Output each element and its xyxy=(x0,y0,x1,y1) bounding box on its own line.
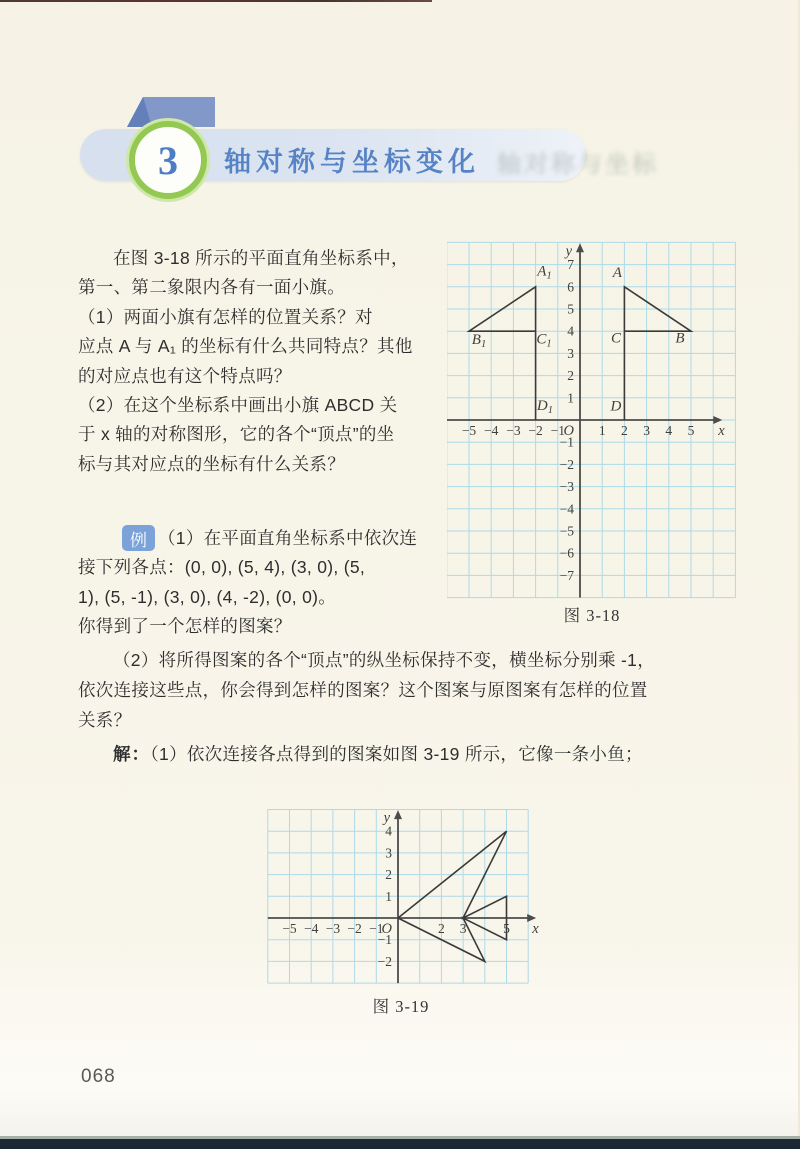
svg-text:1: 1 xyxy=(598,423,606,438)
paragraph-lines: （2）将所得图案的各个“顶点”的纵坐标保持不变，横坐标分别乘 -1， 依次连接这些点，你会得到怎样的图案？这个图案与原图案有怎样的位置 关系？ xyxy=(78,650,656,730)
svg-text:x: x xyxy=(718,423,725,439)
svg-text:−4: −4 xyxy=(304,921,319,936)
section-number: 3 xyxy=(158,137,178,183)
svg-text:5: 5 xyxy=(567,301,574,317)
svg-text:−6: −6 xyxy=(559,545,574,561)
svg-text:−2: −2 xyxy=(377,953,392,969)
svg-text:−7: −7 xyxy=(559,567,574,583)
svg-text:x: x xyxy=(532,921,539,937)
svg-text:1: 1 xyxy=(567,390,574,406)
svg-text:−2: −2 xyxy=(559,456,574,472)
svg-text:−3: −3 xyxy=(506,423,521,438)
intro-and-questions-paragraphs xyxy=(78,244,458,479)
scan-edge-top xyxy=(0,0,432,2)
svg-text:C: C xyxy=(610,330,621,347)
svg-text:2: 2 xyxy=(385,867,392,883)
example-paragraph xyxy=(78,524,458,642)
svg-text:O: O xyxy=(563,423,574,439)
solution-text: （1）依次连接各点得到的图案如图 3-19 所示，它像一条小鱼； xyxy=(150,744,643,764)
paragraph-lines: （1）在平面直角坐标系中依次连 接下列各点：(0, 0), (5, 4), (3, 0), (5, 1), (5, -1), (3, 0), (4, -2), (0, 0)。 你得到了一个怎样的图案？ xyxy=(78,528,418,637)
svg-text:3: 3 xyxy=(567,345,574,361)
svg-text:−3: −3 xyxy=(559,479,574,495)
svg-text:7: 7 xyxy=(567,257,574,273)
bleed-through-text: 轴对称与坐标 xyxy=(497,151,659,178)
solution-paragraph xyxy=(78,740,738,769)
solution-label: 解： xyxy=(113,744,150,764)
svg-text:4: 4 xyxy=(567,323,574,339)
svg-text:D1: $D_1$ xyxy=(536,398,553,417)
svg-text:A1: $A_1$ xyxy=(537,263,552,282)
scan-edge-bottom xyxy=(0,1139,800,1149)
svg-text:2: 2 xyxy=(438,921,445,936)
figure-3-18-caption: 图 3-18 xyxy=(563,606,621,625)
svg-text:A: A xyxy=(612,264,622,281)
svg-text:−2: −2 xyxy=(347,921,362,936)
svg-text:−4: −4 xyxy=(484,423,499,438)
section-number-badge xyxy=(129,121,207,199)
page-title: 轴对称与坐标变化 xyxy=(224,147,480,177)
svg-text:−1: −1 xyxy=(377,932,392,948)
svg-text:−3: −3 xyxy=(325,921,341,936)
svg-text:3: 3 xyxy=(385,845,392,861)
svg-text:−5: −5 xyxy=(559,523,574,539)
svg-text:5: 5 xyxy=(503,921,510,936)
svg-text:1: 1 xyxy=(385,888,392,904)
example-badge: 例 xyxy=(122,525,155,551)
svg-text:6: 6 xyxy=(567,279,574,295)
svg-text:B1: $B_1$ xyxy=(471,332,487,351)
paragraph-lines: 在图 3-18 所示的平面直角坐标系中， 第一、第二象限内各有一面小旗。 （1）两面小旗有怎样的位置关系？对 应点 A 与 A₁ 的坐标有什么共同特点？其他 的对应点也有这个特点吗？ （2）在这个坐标系中画出小旗 ABCD 关 于 x 轴的对称图形，它的各个“顶点”的坐 标与其对应点的坐标有什么关系？ xyxy=(78,248,413,474)
svg-text:D: D xyxy=(610,398,622,415)
figure-3-19-plot xyxy=(257,806,545,986)
svg-text:4: 4 xyxy=(665,423,673,438)
svg-text:4: 4 xyxy=(385,823,392,839)
svg-text:2: 2 xyxy=(567,368,574,384)
svg-text:−1: −1 xyxy=(369,921,384,936)
figure-3-19-caption: 图 3-19 xyxy=(372,997,430,1016)
svg-text:B: B xyxy=(675,330,685,347)
figure-3-18 xyxy=(447,239,737,601)
svg-text:5: 5 xyxy=(687,423,695,438)
svg-text:y: y xyxy=(565,243,572,260)
svg-text:−2: −2 xyxy=(528,423,543,438)
svg-text:−1: −1 xyxy=(559,434,574,450)
svg-text:−1: −1 xyxy=(550,423,565,438)
svg-text:C1: $C_1$ xyxy=(536,331,552,350)
svg-text:−5: −5 xyxy=(461,423,477,438)
page-number: 068 xyxy=(81,1066,116,1087)
figure-3-18-plot xyxy=(447,239,737,601)
svg-text:−4: −4 xyxy=(559,501,574,517)
svg-text:−5: −5 xyxy=(282,921,297,936)
svg-text:2: 2 xyxy=(621,423,628,438)
part2-paragraph xyxy=(78,645,738,735)
svg-text:O: O xyxy=(381,921,392,937)
svg-text:y: y xyxy=(383,810,390,827)
svg-text:3: 3 xyxy=(459,921,467,936)
svg-text:3: 3 xyxy=(643,423,650,438)
figure-3-19 xyxy=(257,806,545,986)
